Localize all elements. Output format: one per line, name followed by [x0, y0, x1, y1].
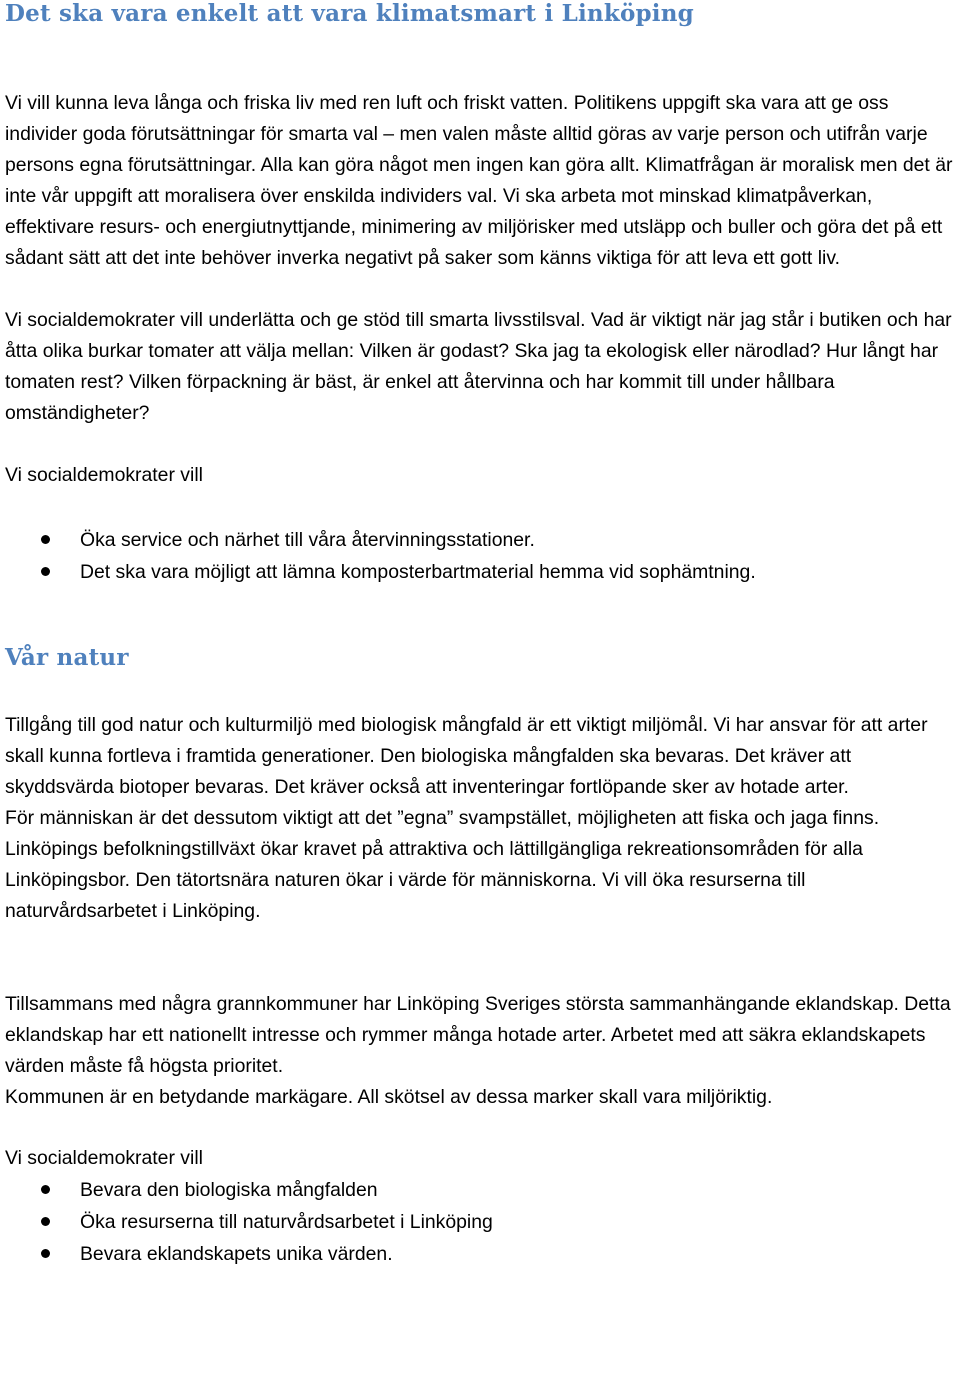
bullet-icon	[41, 567, 50, 576]
list-item-text: Öka resurserna till naturvårdsarbetet i Linköping	[80, 1211, 493, 1233]
list-item	[5, 1206, 957, 1238]
paragraph-svampstallet: För människan är det dessutom viktigt att det ”egna” svampstället, möjligheten att fiska och jaga finns.	[5, 807, 880, 829]
page-title: Det ska vara enkelt att vara klimatsmart i Linköping	[5, 0, 694, 27]
spacer	[5, 28, 957, 88]
spacer	[5, 429, 957, 460]
paragraph-markagare: Kommunen är en betydande markägare. All skötsel av dessa marker skall vara miljöriktig.	[5, 1086, 773, 1108]
list-item-text: Bevara den biologiska mångfalden	[80, 1179, 378, 1201]
paragraph-rekreation: Linköpings befolkningstillväxt ökar kravet på attraktiva och lättillgängliga rekreationsområden för alla Linköpingsbor. Den tätortsnära naturen ökar i värde för människorna. Vi vill öka resurserna till naturvårdsarbetet i Linköping.	[5, 838, 863, 922]
bullet-list-recycling	[5, 524, 957, 588]
spacer	[5, 588, 957, 644]
paragraph-eklandskap: Tillsammans med några grannkommuner har Linköping Sveriges största sammanhängande eklandskap. Detta eklandskap har ett nationellt intresse och rymmer många hotade arter. Arbetet med att säkra eklandskapets värden måste få högsta prioritet.	[5, 993, 951, 1077]
spacer	[5, 491, 957, 524]
list-item	[5, 1238, 957, 1270]
spacer	[5, 1113, 957, 1143]
bullet-list-natur	[5, 1174, 957, 1270]
section-title: Vår natur	[5, 644, 129, 671]
paragraph-natur: Tillgång till god natur och kulturmiljö med biologisk mångfald är ett viktigt miljömål. Vi har ansvar för att arter skall kunna fortleva i framtida generationer. Den biologiska mångfalden ska bevaras. Det kräver att skyddsvärda biotoper bevaras. Det kräver också att inventeringar fortlöpande sker av hotade arter.	[5, 714, 928, 798]
list-item	[5, 524, 957, 556]
list-item-text: Öka service och närhet till våra återvinningsstationer.	[80, 529, 535, 551]
list-item	[5, 556, 957, 588]
list-item	[5, 1174, 957, 1206]
paragraph-livsstilsval: Vi socialdemokrater vill underlätta och ge stöd till smarta livsstilsval. Vad är viktigt när jag står i butiken och har åtta olika burkar tomater att välja mellan: Vilken är godast? Ska jag ta ekologisk eller närodlad? Hur långt har tomaten rest? Vilken förpackning är bäst, är enkel att återvinna och har kommit till under hållbara omständigheter?	[5, 309, 952, 424]
spacer	[5, 274, 957, 305]
paragraph-intro: Vi vill kunna leva långa och friska liv med ren luft och friskt vatten. Politikens uppgift ska vara att ge oss individer goda förutsättningar för smarta val – men valen måste alltid göras av varje person och utifrån varje persons egna förutsättningar. Alla kan göra något men ingen kan göra allt. Klimatfrågan är moralisk men det är inte vår uppgift att moralisera över enskilda individers val. Vi ska arbeta mot minskad klimatpåverkan, effektivare resurs- och energiutnyttjande, minimering av miljörisker med utsläpp och buller och göra det på ett sådant sätt att det inte behöver inverka negativt på saker som känns viktiga för att leva ett gott liv.	[5, 92, 953, 269]
document-page	[5, 0, 957, 1270]
spacer	[5, 672, 957, 710]
list-item-text: Det ska vara möjligt att lämna komposterbartmaterial hemma vid sophämtning.	[80, 561, 756, 583]
bullet-icon	[41, 1185, 50, 1194]
list-item-text: Bevara eklandskapets unika värden.	[80, 1243, 393, 1265]
spacer	[5, 927, 957, 989]
paragraph-vi-vill-1: Vi socialdemokrater vill	[5, 464, 203, 486]
bullet-icon	[41, 1217, 50, 1226]
bullet-icon	[41, 535, 50, 544]
bullet-icon	[41, 1249, 50, 1258]
paragraph-vi-vill-2: Vi socialdemokrater vill	[5, 1147, 203, 1169]
